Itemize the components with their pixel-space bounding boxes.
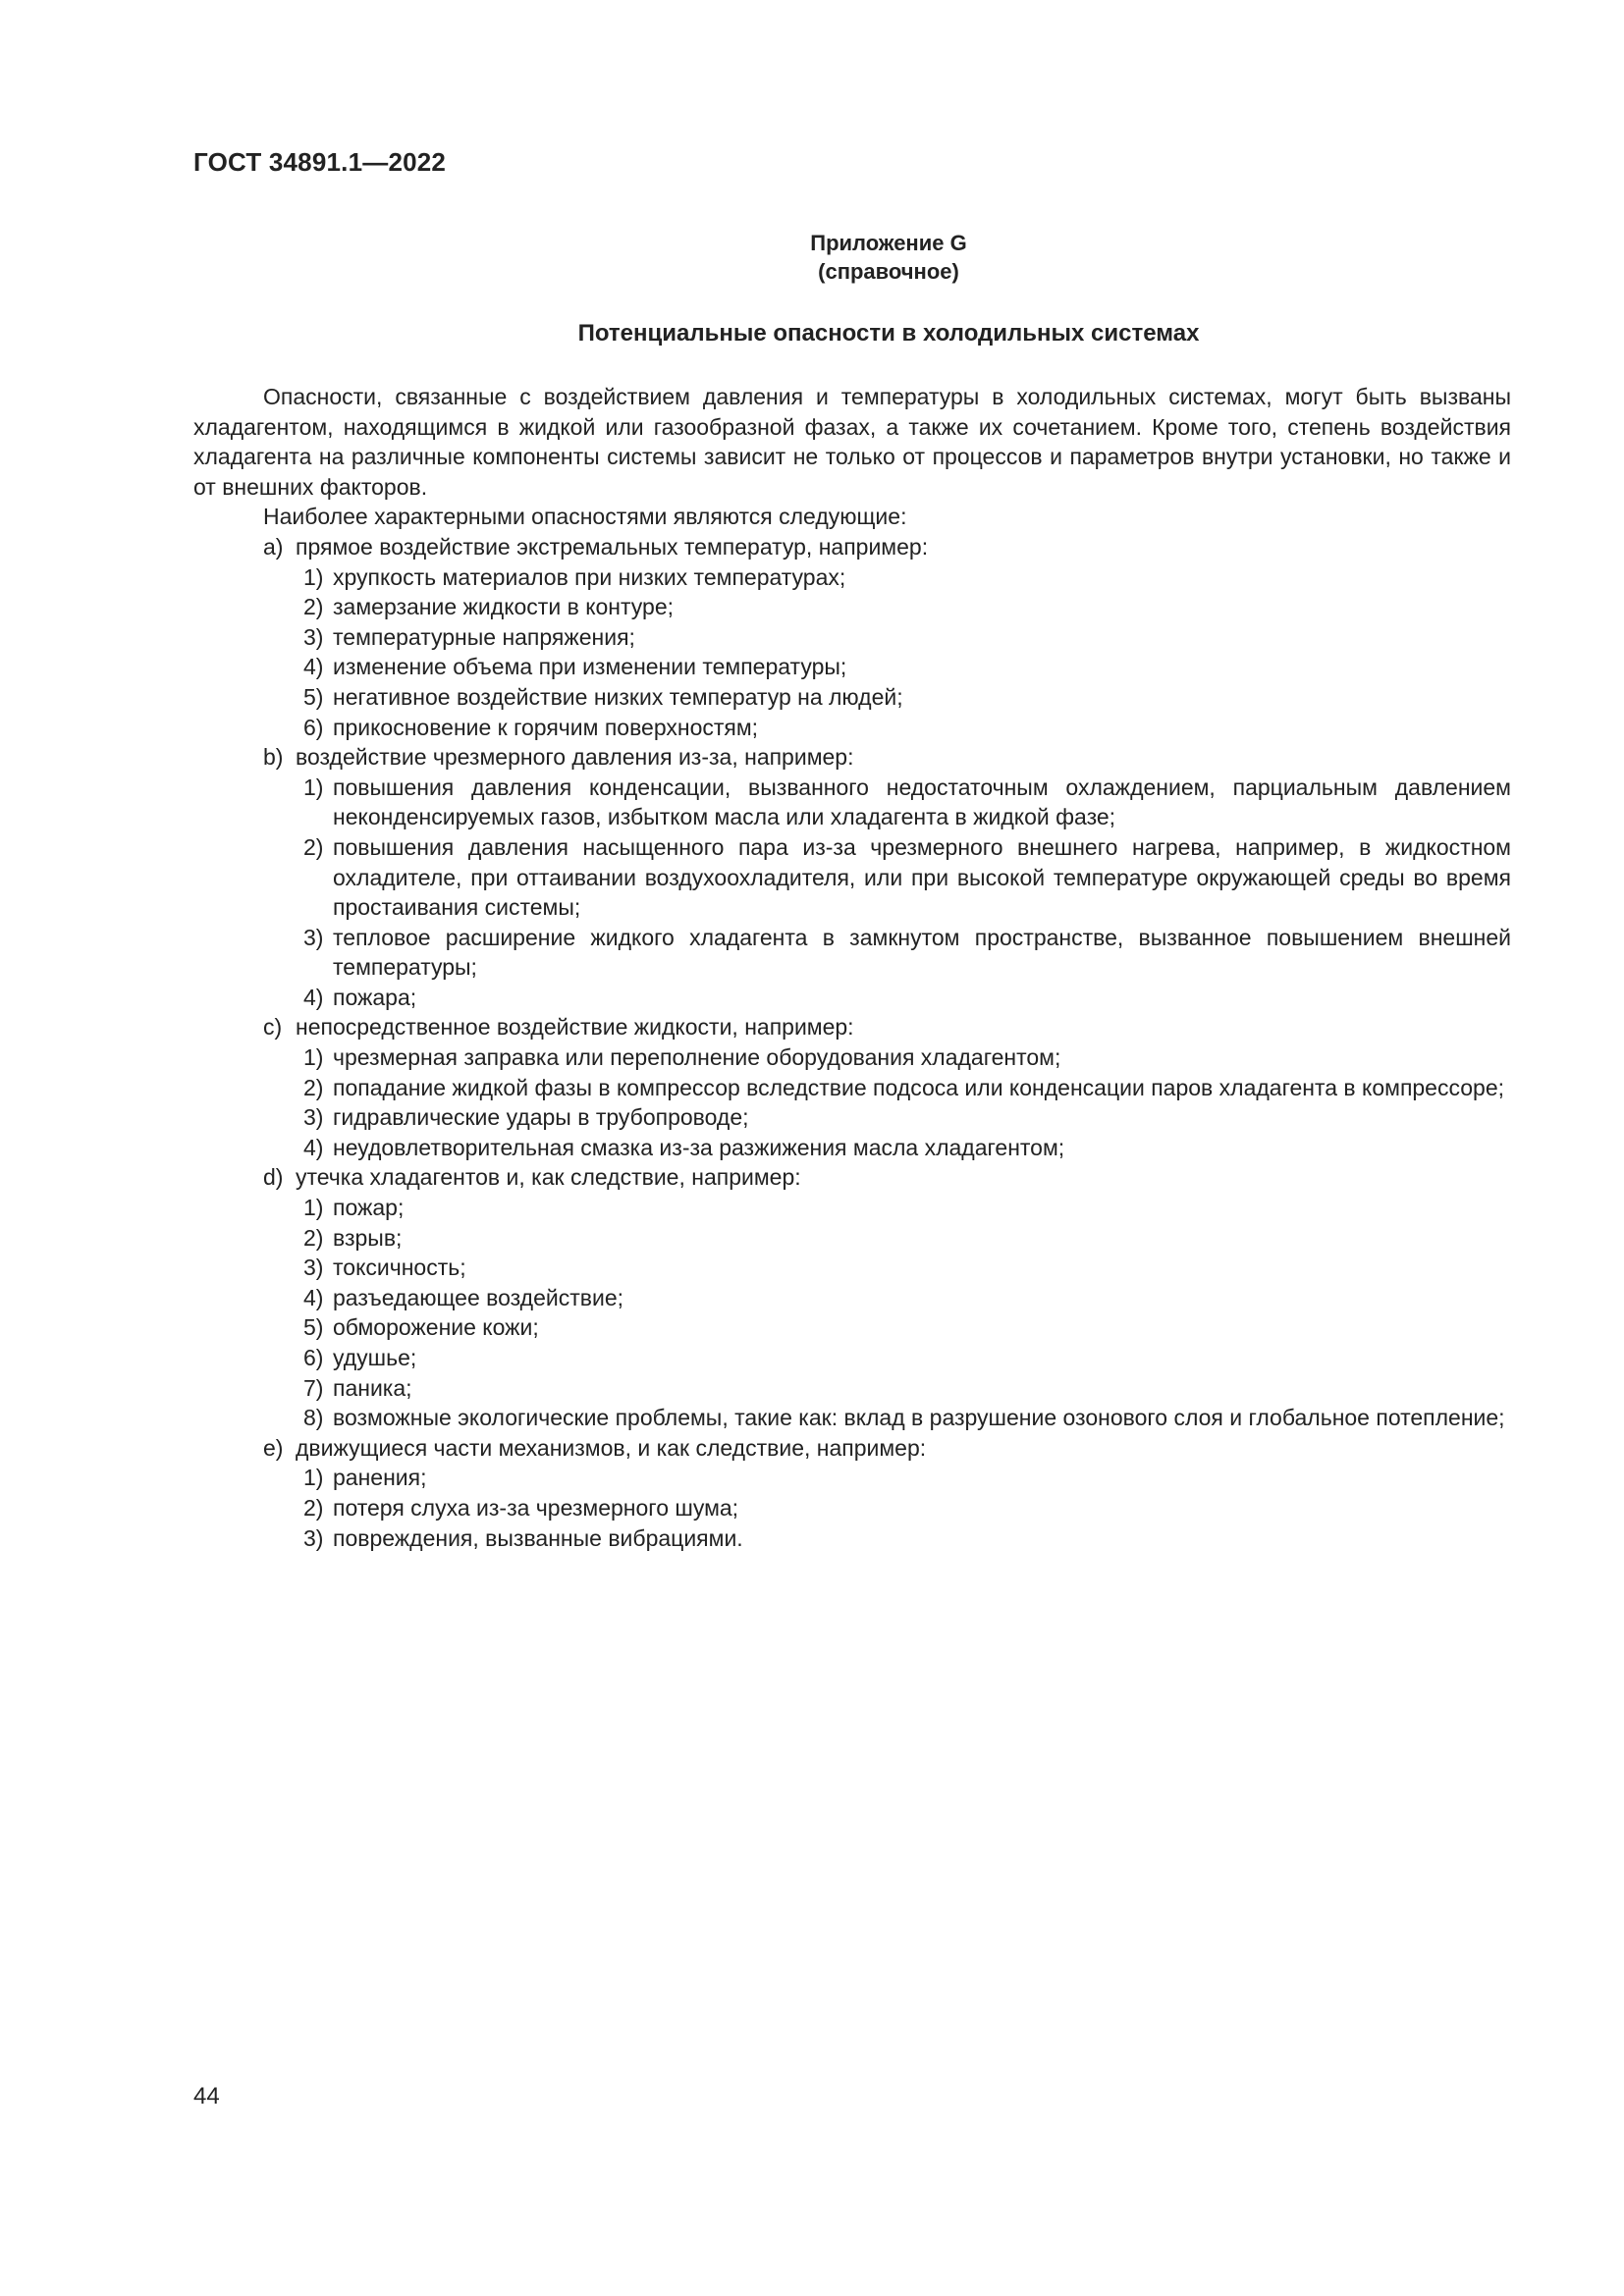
- hazard-item-marker: 6): [303, 714, 324, 740]
- hazard-item: [296, 1523, 1511, 1554]
- hazard-item: [296, 562, 1511, 593]
- hazard-category-marker: b): [263, 744, 284, 771]
- hazard-item-text: попадание жидкой фазы в компрессор вследствие подсоса или конденсации паров хладагента в компрессоре;: [333, 1074, 1505, 1100]
- hazard-item: [296, 592, 1511, 622]
- hazard-item: [296, 1343, 1511, 1373]
- hazard-item-text: обморожение кожи;: [333, 1314, 539, 1341]
- hazard-category-marker: е): [263, 1434, 284, 1461]
- hazard-category: [193, 742, 1511, 1012]
- hazard-item-text: потеря слуха из-за чрезмерного шума;: [333, 1494, 739, 1521]
- annex-status: (справочное): [818, 259, 959, 284]
- hazard-item-list: [296, 1193, 1511, 1433]
- hazard-item-text: гидравлические удары в трубопроводе;: [333, 1104, 749, 1131]
- hazard-category: [193, 1012, 1511, 1162]
- hazard-item: [296, 1193, 1511, 1223]
- hazard-item-marker: 1): [303, 774, 324, 800]
- hazard-item-text: токсичность;: [333, 1255, 466, 1281]
- hazard-category: [193, 532, 1511, 742]
- hazard-item-marker: 4): [303, 654, 324, 680]
- hazard-item-text: повышения давления насыщенного пара из-за чрезмерного внешнего нагрева, например, в жидкостном охладителе, при оттаивании воздухоохладителя, или при высокой температуре окружающей среды во время простаивания системы;: [333, 833, 1511, 921]
- hazard-item-text: возможные экологические проблемы, такие как: вклад в разрушение озонового слоя и глобальное потепление;: [333, 1405, 1505, 1431]
- hazard-item: [296, 1073, 1511, 1103]
- document-body: [193, 382, 1511, 1553]
- hazard-item-marker: 3): [303, 1104, 324, 1131]
- hazard-item: [296, 1493, 1511, 1523]
- hazard-item-marker: 4): [303, 1134, 324, 1160]
- hazard-item-marker: 5): [303, 1314, 324, 1341]
- hazard-item-text: взрыв;: [333, 1224, 403, 1251]
- hazard-item-text: чрезмерная заправка или переполнение оборудования хладагентом;: [333, 1044, 1061, 1071]
- hazard-item-marker: 1): [303, 1044, 324, 1071]
- hazard-category: [193, 1162, 1511, 1432]
- hazard-item-marker: 3): [303, 1255, 324, 1281]
- hazard-category-text: непосредственное воздействие жидкости, например:: [296, 1014, 854, 1041]
- hazard-item-text: прикосновение к горячим поверхностям;: [333, 714, 759, 740]
- hazard-category-text: прямое воздействие экстремальных температур, например:: [296, 533, 929, 560]
- hazard-item-marker: 7): [303, 1374, 324, 1401]
- hazard-item-marker: 2): [303, 833, 324, 860]
- hazard-item-marker: 4): [303, 984, 324, 1010]
- hazard-category-text: воздействие чрезмерного давления из-за, например:: [296, 744, 854, 771]
- hazard-item: [296, 652, 1511, 682]
- hazard-item: [296, 713, 1511, 743]
- hazard-item-list: [296, 562, 1511, 743]
- hazard-item-list: [296, 773, 1511, 1013]
- hazard-item-text: температурные напряжения;: [333, 623, 635, 650]
- hazard-item-text: пожар;: [333, 1195, 405, 1221]
- hazard-item-text: паника;: [333, 1374, 412, 1401]
- hazard-item: [296, 1102, 1511, 1133]
- hazard-item-text: замерзание жидкости в контуре;: [333, 594, 675, 620]
- hazard-item-list: [296, 1463, 1511, 1553]
- hazard-item-text: ранения;: [333, 1465, 427, 1491]
- hazard-item-text: негативное воздействие низких температур на людей;: [333, 683, 903, 710]
- hazard-item-marker: 2): [303, 594, 324, 620]
- hazard-category-marker: с): [263, 1014, 283, 1041]
- hazard-item-text: тепловое расширение жидкого хладагента в замкнутом пространстве, вызванное повышением внешней температуры;: [333, 924, 1511, 981]
- hazard-list: [193, 532, 1511, 1553]
- hazard-category: [193, 1433, 1511, 1553]
- hazard-item-marker: 1): [303, 1195, 324, 1221]
- hazard-item-text: разъедающее воздействие;: [333, 1284, 624, 1310]
- hazard-item-marker: 2): [303, 1074, 324, 1100]
- hazards-lead-in: Наиболее характерными опасностями являются следующие:: [263, 504, 907, 530]
- hazard-item: [296, 1312, 1511, 1343]
- hazard-item-marker: 3): [303, 924, 324, 950]
- hazard-item: [296, 1223, 1511, 1254]
- hazard-item: [296, 832, 1511, 923]
- hazard-item-marker: 3): [303, 623, 324, 650]
- hazard-item-marker: 6): [303, 1345, 324, 1370]
- hazard-item-text: изменение объема при изменении температуры;: [333, 654, 847, 680]
- hazard-category-marker: d): [263, 1164, 284, 1191]
- page-number: 44: [193, 2083, 220, 2109]
- hazard-item-marker: 2): [303, 1494, 324, 1521]
- hazard-item-text: повреждения, вызванные вибрациями.: [333, 1524, 743, 1551]
- hazard-item: [296, 622, 1511, 653]
- hazard-item-text: хрупкость материалов при низких температурах;: [333, 563, 846, 590]
- hazard-item: [296, 682, 1511, 713]
- hazard-item-text: удушье;: [333, 1345, 417, 1370]
- intro-paragraph: Опасности, связанные с воздействием давления и температуры в холодильных системах, могут быть вызваны хладагентом, находящимся в жидкой или газообразной фазах, а также их сочетанием. Кроме того, степень воздействия хладагента на различные компоненты системы зависит не только от процессов и параметров внутри установки, но также и от внешних факторов.: [193, 384, 1511, 500]
- hazard-item-marker: 3): [303, 1524, 324, 1551]
- annex-title: Приложение G: [810, 231, 967, 255]
- hazard-category-text: движущиеся части механизмов, и как следствие, например:: [296, 1434, 927, 1461]
- hazard-item-marker: 4): [303, 1284, 324, 1310]
- annex-subject: Потенциальные опасности в холодильных системах: [577, 320, 1200, 347]
- hazard-category-text: утечка хладагентов и, как следствие, например:: [296, 1164, 801, 1191]
- hazard-item: [296, 1373, 1511, 1404]
- hazard-item-list: [296, 1042, 1511, 1162]
- hazard-item: [296, 1042, 1511, 1073]
- hazard-item: [296, 1463, 1511, 1493]
- hazard-item-marker: 2): [303, 1224, 324, 1251]
- hazard-item: [296, 1403, 1511, 1433]
- hazard-item-text: пожара;: [333, 984, 417, 1010]
- hazard-item-marker: 5): [303, 683, 324, 710]
- hazard-item: [296, 1253, 1511, 1283]
- hazard-item: [296, 1133, 1511, 1163]
- hazard-item-marker: 1): [303, 563, 324, 590]
- hazard-item: [296, 923, 1511, 983]
- hazard-item: [296, 983, 1511, 1013]
- document-code: ГОСТ 34891.1—2022: [193, 147, 447, 177]
- hazard-item-marker: 8): [303, 1405, 324, 1431]
- hazard-item-marker: 1): [303, 1465, 324, 1491]
- hazard-item-text: повышения давления конденсации, вызванного недостаточным охлаждением, парциальным давлением неконденсируемых газов, избытком масла или хладагента в жидкой фазе;: [333, 774, 1511, 830]
- hazard-category-marker: а): [263, 533, 284, 560]
- hazard-item-text: неудовлетворительная смазка из-за разжижения масла хладагентом;: [333, 1134, 1065, 1160]
- hazard-item: [296, 1283, 1511, 1313]
- hazard-item: [296, 773, 1511, 832]
